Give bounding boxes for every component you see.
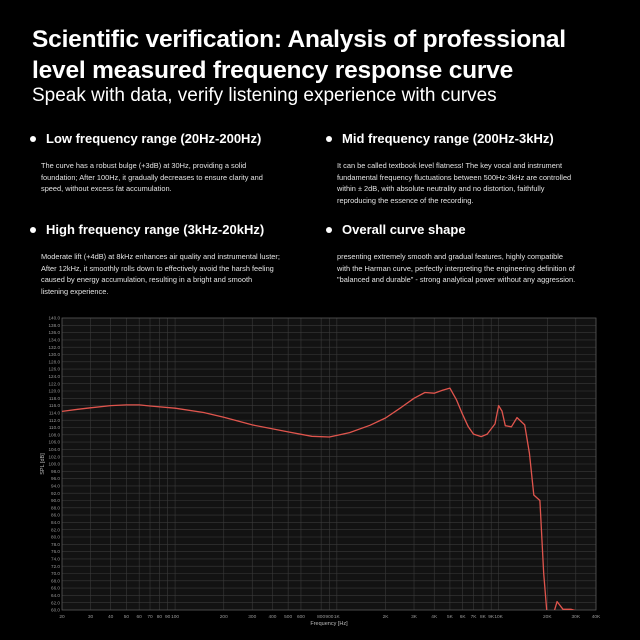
y-tick-label: 100.0 xyxy=(48,461,60,467)
y-tick-label: 66.0 xyxy=(51,585,60,591)
frequency-response-chart xyxy=(0,308,640,640)
x-tick-label: 2K xyxy=(382,615,389,620)
bullet-dot-icon xyxy=(30,136,36,142)
section-body: Moderate lift (+4dB) at 8kHz enhances air quality and instrumental luster; After 12kHz, it smoothly rolls down to effectively avoid the harsh feeling caused by energy accumulation, resulting in a bright and smooth listening experience. xyxy=(41,252,280,296)
bullet-dot-icon xyxy=(326,227,332,233)
page-subtitle: Speak with data, verify listening experience with curves xyxy=(32,85,497,106)
x-tick-label: 800 xyxy=(317,615,326,620)
x-tick-label: 30 xyxy=(87,615,94,620)
y-tick-label: 116.0 xyxy=(48,403,60,409)
section-title: Low frequency range (20Hz-200Hz) xyxy=(46,131,262,146)
y-tick-label: 94.0 xyxy=(51,483,60,489)
section-overall-shape xyxy=(326,222,576,286)
section-mid-frequency xyxy=(326,131,576,206)
x-tick-label: 6K xyxy=(459,615,466,620)
x-tick-label: 4K xyxy=(431,615,438,620)
y-tick-label: 68.0 xyxy=(51,578,60,584)
section-title: Overall curve shape xyxy=(342,222,466,237)
x-tick-label: 10K xyxy=(494,615,503,620)
y-tick-label: 138.0 xyxy=(48,322,60,328)
y-tick-label: 60.0 xyxy=(51,607,60,613)
x-tick-label: 900 xyxy=(325,615,334,620)
y-tick-label: 110.0 xyxy=(48,425,60,431)
y-tick-label: 80.0 xyxy=(51,534,60,540)
x-tick-label: 5K xyxy=(446,615,453,620)
x-tick-label: 500 xyxy=(284,615,293,620)
y-tick-label: 86.0 xyxy=(51,512,60,518)
x-axis-label: Frequency [Hz] xyxy=(310,621,348,627)
y-tick-label: 136.0 xyxy=(48,330,60,336)
y-tick-label: 114.0 xyxy=(48,410,60,416)
y-tick-label: 96.0 xyxy=(51,476,60,482)
y-tick-label: 132.0 xyxy=(48,344,60,350)
y-tick-label: 92.0 xyxy=(51,490,60,496)
x-tick-label: 20K xyxy=(543,615,552,620)
y-tick-label: 76.0 xyxy=(51,549,60,555)
y-tick-label: 130.0 xyxy=(48,352,60,358)
y-tick-label: 106.0 xyxy=(48,439,60,445)
x-tick-label: 400 xyxy=(268,615,277,620)
y-tick-label: 82.0 xyxy=(51,527,60,533)
x-tick-label: 60 xyxy=(136,615,142,620)
y-tick-label: 64.0 xyxy=(51,593,60,598)
y-tick-label: 98.0 xyxy=(51,468,60,474)
x-tick-label: 20 xyxy=(59,615,65,620)
x-tick-label: 90 xyxy=(164,615,171,620)
y-tick-label: 118.0 xyxy=(48,395,60,401)
x-tick-label: 80 xyxy=(156,615,163,620)
y-tick-label: 122.0 xyxy=(48,381,60,387)
y-tick-label: 90.0 xyxy=(51,498,60,504)
y-tick-label: 124.0 xyxy=(48,374,60,379)
x-tick-label: 40K xyxy=(591,615,601,620)
x-tick-label: 3K xyxy=(411,615,417,620)
x-tick-label: 200 xyxy=(219,615,228,620)
y-tick-label: 74.0 xyxy=(51,556,60,562)
y-tick-label: 112.0 xyxy=(48,417,60,423)
section-low-frequency xyxy=(30,131,280,195)
y-tick-label: 104.0 xyxy=(48,447,60,452)
y-tick-label: 128.0 xyxy=(48,359,60,365)
y-tick-label: 140.0 xyxy=(48,315,60,321)
y-axis-label: SPL [dB] xyxy=(40,453,46,475)
x-tick-label: 8K xyxy=(479,615,486,620)
bullet-dot-icon xyxy=(30,227,36,233)
y-tick-label: 108.0 xyxy=(48,432,60,438)
x-tick-label: 100 xyxy=(171,615,180,620)
y-tick-label: 84.0 xyxy=(51,520,60,525)
section-body: It can be called textbook level flatness! The key vocal and instrument fundamental frequency fluctuations between 500Hz-3kHz are controlled within ± 2dB, with absolute neutrality and no distortion, faithfully reproducing the essence of the recording. xyxy=(337,161,572,205)
section-body: The curve has a robust bulge (+3dB) at 30Hz, providing a solid foundation; After 100Hz, it gradually decreases to ensure clarity and speed, without excess fat accumulation. xyxy=(41,161,263,194)
x-tick-label: 30K xyxy=(571,615,581,620)
page-title: Scientific verification: Analysis of professional level measured frequency response curve xyxy=(32,26,566,84)
section-high-frequency xyxy=(30,222,280,297)
y-tick-label: 88.0 xyxy=(51,505,60,511)
y-tick-label: 78.0 xyxy=(51,541,60,547)
section-title: Mid frequency range (200Hz-3kHz) xyxy=(342,131,554,146)
x-tick-label: 50 xyxy=(123,615,130,620)
x-tick-label: 70 xyxy=(147,615,153,620)
section-body: presenting extremely smooth and gradual features, highly compatible with the Harman curve, perfectly interpreting the engineering definition of "balanced and durable" - strong analytical power without any aggression. xyxy=(337,252,576,285)
y-tick-label: 120.0 xyxy=(48,388,60,394)
y-tick-label: 62.0 xyxy=(51,600,60,606)
y-tick-label: 70.0 xyxy=(51,571,60,577)
y-tick-label: 126.0 xyxy=(48,366,60,372)
x-tick-label: 40 xyxy=(108,615,114,620)
section-title: High frequency range (3kHz-20kHz) xyxy=(46,222,265,237)
y-tick-label: 134.0 xyxy=(48,337,60,343)
x-tick-label: 300 xyxy=(248,615,257,620)
x-tick-label: 600 xyxy=(296,615,305,620)
bullet-dot-icon xyxy=(326,136,332,142)
y-tick-label: 72.0 xyxy=(51,563,60,569)
x-tick-label: 9K xyxy=(488,615,495,620)
y-tick-label: 102.0 xyxy=(48,454,60,460)
x-tick-label: 7K xyxy=(470,615,477,620)
x-tick-label: 1K xyxy=(333,615,340,620)
